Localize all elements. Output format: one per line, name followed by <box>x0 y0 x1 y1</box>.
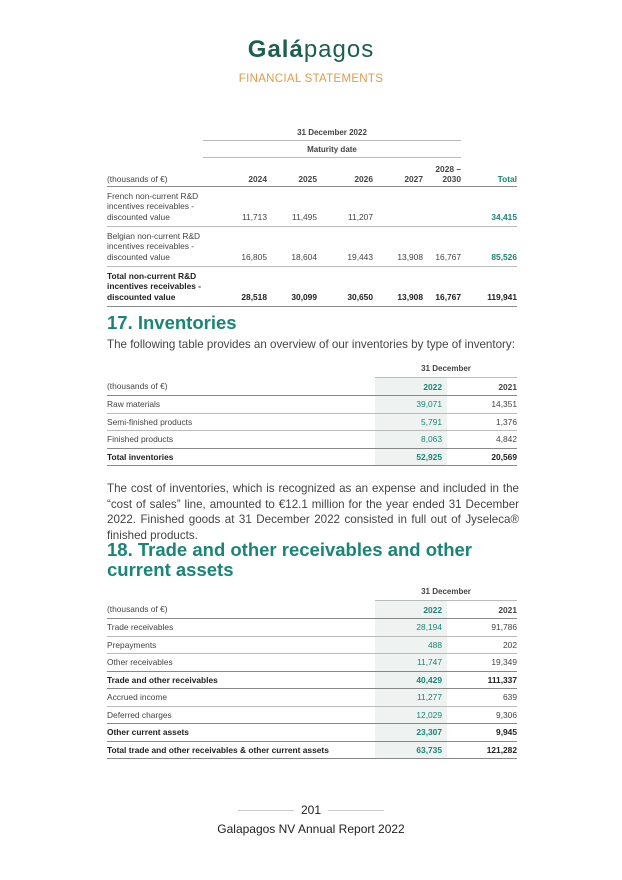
cell-2022: 63,735 <box>375 741 447 759</box>
cell-value: 30,650 <box>347 291 373 302</box>
cell-2021: 9,945 <box>496 727 517 738</box>
report-title: Galapagos NV Annual Report 2022 <box>217 822 405 836</box>
cell-value <box>373 187 423 227</box>
cell-value: 28,518 <box>241 291 267 302</box>
col-2022: 2022 <box>375 601 447 619</box>
row-label: Other receivables <box>107 657 173 668</box>
cell-2021: 121,282 <box>486 744 517 755</box>
receivables-table <box>107 583 517 759</box>
row-label: French non-current R&D incentives receivables - discounted value <box>107 190 199 222</box>
unit-label: (thousands of €) <box>107 604 168 615</box>
col-2027: 2027 <box>404 174 423 184</box>
rd-incentives-maturity-table <box>107 124 517 307</box>
cell-value <box>423 187 461 227</box>
table-subtotal-row <box>107 671 517 689</box>
table-row <box>107 654 517 672</box>
cell-value: 11,207 <box>348 211 373 222</box>
cell-2021: 20,569 <box>491 451 517 462</box>
row-label: Trade and other receivables <box>107 674 218 685</box>
cell-2021: 639 <box>503 692 517 703</box>
cell-2022: 23,307 <box>375 724 447 742</box>
date-header: 31 December 2022 <box>203 124 461 141</box>
cell-value: 18,604 <box>291 251 317 262</box>
cell-value: 11,713 <box>242 211 267 222</box>
cell-value: 11,495 <box>292 211 317 222</box>
section-subtitle: FINANCIAL STATEMENTS <box>238 73 384 85</box>
cell-value: 19,443 <box>347 251 373 262</box>
row-label: Prepayments <box>107 639 157 650</box>
cell-2021: 111,337 <box>487 674 517 685</box>
col-2021: 2021 <box>498 604 517 615</box>
cell-2022: 8,063 <box>375 431 447 449</box>
cell-value: 16,805 <box>241 251 267 262</box>
row-label: Belgian non-current R&D incentives receivables - discounted value <box>107 230 201 262</box>
date-header: 31 December <box>375 360 517 378</box>
cell-2022: 28,194 <box>375 619 447 637</box>
col-2024: 2024 <box>248 174 267 184</box>
col-2026: 2026 <box>354 174 373 184</box>
cell-value: 13,908 <box>397 251 423 262</box>
cell-2022: 12,029 <box>375 706 447 724</box>
cell-2021: 19,349 <box>491 657 517 668</box>
cell-2022: 52,925 <box>375 448 447 466</box>
table-row <box>107 227 517 267</box>
table-total-row <box>107 267 517 307</box>
cell-total: 85,526 <box>491 251 517 262</box>
cell-2022: 488 <box>375 636 447 654</box>
table-row <box>107 413 517 431</box>
cell-total: 119,941 <box>487 291 517 302</box>
table-row <box>107 689 517 707</box>
cell-2022: 5,791 <box>375 413 447 431</box>
table-row <box>107 636 517 654</box>
cell-2022: 39,071 <box>375 396 447 414</box>
cell-value: 30,099 <box>291 291 317 302</box>
cell-value: 13,908 <box>397 291 423 302</box>
cell-2021: 9,306 <box>496 709 517 720</box>
inventories-table <box>107 360 517 466</box>
maturity-header: Maturity date <box>203 141 461 158</box>
logo-text-light: pagos <box>303 36 375 63</box>
col-2025: 2025 <box>298 174 317 184</box>
row-label: Raw materials <box>107 399 161 410</box>
col-total: Total <box>497 174 517 184</box>
cell-2021: 14,351 <box>491 399 517 410</box>
table-total-row <box>107 448 517 466</box>
row-label: Semi-finished products <box>107 416 193 427</box>
page-number: 201 <box>300 803 322 817</box>
company-logo <box>0 36 622 64</box>
table-row <box>107 187 517 227</box>
table-total-row <box>107 741 517 759</box>
table-row <box>107 706 517 724</box>
col-2028-2030: 2028 – 2030 <box>435 164 461 184</box>
row-label: Finished products <box>107 434 174 445</box>
row-label: Total inventories <box>107 451 174 462</box>
row-label: Trade receivables <box>107 622 174 633</box>
cell-total: 34,415 <box>491 211 517 222</box>
receivables-heading: 18. Trade and other receivables and other current assets <box>107 539 472 580</box>
inventories-note: The cost of inventories, which is recognized as an expense and included in the “cost of sales” line, amounted to €12.1 million for the year ended 31 December 2022. Finished goods at 31 December 2022 consisted in full out of Jyseleca® finished products. <box>107 482 519 542</box>
table-row <box>107 431 517 449</box>
row-label: Other current assets <box>107 727 189 738</box>
cell-2022: 11,747 <box>375 654 447 672</box>
logo-text-bold: Galá <box>247 36 304 63</box>
inventories-intro: The following table provides an overview of our inventories by type of inventory: <box>107 338 515 351</box>
cell-2021: 91,786 <box>491 622 517 633</box>
cell-2021: 202 <box>503 639 517 650</box>
table-subtotal-row <box>107 724 517 742</box>
table-row <box>107 396 517 414</box>
col-2021: 2021 <box>498 381 517 392</box>
cell-2022: 11,277 <box>375 689 447 707</box>
row-label: Total non-current R&D incentives receivables - discounted value <box>107 270 202 302</box>
row-label: Deferred charges <box>107 709 172 720</box>
cell-value: 16,767 <box>435 251 461 262</box>
row-label: Accrued income <box>107 692 168 703</box>
cell-2021: 1,376 <box>496 416 517 427</box>
inventories-heading: 17. Inventories <box>107 312 237 333</box>
cell-value: 16,767 <box>435 291 461 302</box>
unit-label: (thousands of €) <box>107 174 168 184</box>
col-2022: 2022 <box>375 378 447 396</box>
date-header: 31 December <box>375 583 517 601</box>
table-row <box>107 619 517 637</box>
unit-label: (thousands of €) <box>107 381 168 392</box>
row-label: Total trade and other receivables & other current assets <box>107 744 329 755</box>
cell-2022: 40,429 <box>375 671 447 689</box>
cell-2021: 4,842 <box>496 434 517 445</box>
